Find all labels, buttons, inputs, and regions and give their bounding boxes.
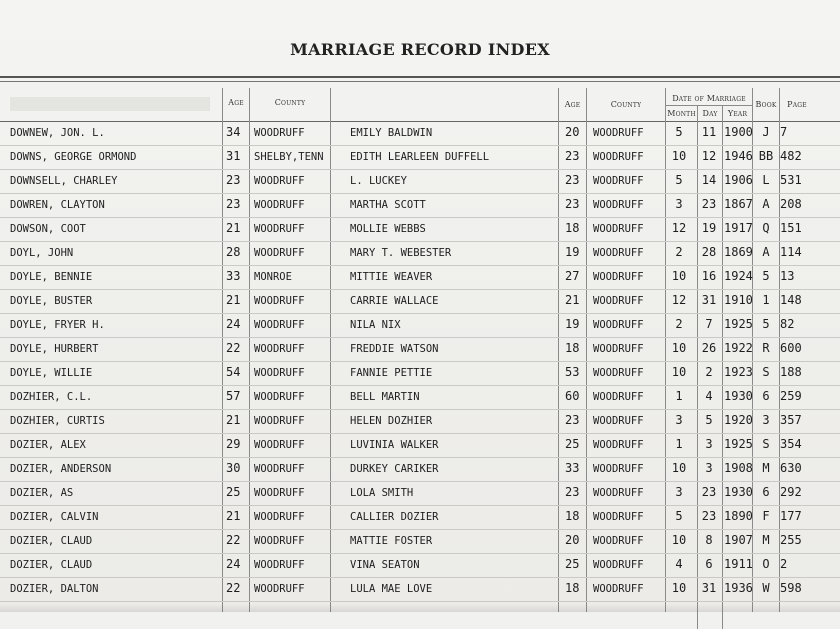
- bride-county: WOODRUFF: [593, 223, 644, 235]
- marriage-year: 1911: [724, 557, 753, 571]
- marriage-day: 8: [705, 533, 713, 547]
- page-number: 177: [780, 509, 802, 523]
- bride-county: WOODRUFF: [593, 295, 644, 307]
- book-number: R: [762, 341, 770, 355]
- bride-age: 27: [565, 269, 580, 283]
- groom-name: DOYLE, WILLIE: [10, 367, 93, 379]
- marriage-day: 23: [701, 509, 717, 523]
- header-date-of-marriage: Date of Marriage: [672, 94, 746, 103]
- groom-age: 23: [226, 197, 241, 211]
- header-groom-county: County: [274, 98, 306, 107]
- marriage-day: 6: [705, 557, 713, 571]
- groom-name: DOZIER, ANDERSON: [10, 463, 112, 475]
- date-subheader-rule: [665, 105, 752, 106]
- page-number: 82: [780, 317, 795, 331]
- book-number: 3: [762, 413, 770, 427]
- book-number: L: [762, 173, 770, 187]
- marriage-month: 3: [675, 197, 683, 211]
- bride-county: WOODRUFF: [593, 583, 644, 595]
- marriage-year: 1924: [724, 269, 753, 283]
- marriage-year: 1917: [724, 221, 753, 235]
- page-number: 354: [780, 437, 802, 451]
- marriage-day: 2: [705, 365, 713, 379]
- bleed-through-text: [10, 97, 210, 111]
- marriage-year: 1869: [724, 245, 753, 259]
- marriage-day: 26: [701, 341, 717, 355]
- book-number: Q: [762, 221, 770, 235]
- page-number: 151: [780, 221, 802, 235]
- bride-county: WOODRUFF: [593, 463, 644, 475]
- header-groom-age: Age: [228, 98, 244, 107]
- bride-age: 33: [565, 461, 580, 475]
- groom-name: DOZIER, CLAUD: [10, 559, 93, 571]
- groom-county: WOODRUFF: [254, 391, 305, 403]
- marriage-year: 1946: [724, 149, 753, 163]
- marriage-month: 2: [675, 317, 683, 331]
- page-number: 7: [780, 125, 788, 139]
- marriage-year: 1910: [724, 293, 753, 307]
- bride-county: WOODRUFF: [593, 535, 644, 547]
- bride-county: WOODRUFF: [593, 271, 644, 283]
- page-number: 188: [780, 365, 802, 379]
- table-row: [0, 194, 840, 218]
- marriage-day: 28: [701, 245, 717, 259]
- book-number: M: [762, 533, 770, 547]
- marriage-day: 16: [701, 269, 717, 283]
- header-bride-county: County: [610, 100, 642, 109]
- marriage-year: 1925: [724, 437, 753, 451]
- bride-county: WOODRUFF: [593, 199, 644, 211]
- groom-county: WOODRUFF: [254, 583, 305, 595]
- marriage-year: 1867: [724, 197, 753, 211]
- marriage-year: 1925: [724, 317, 753, 331]
- marriage-day: 12: [701, 149, 717, 163]
- bride-name: MARY T. WEBESTER: [350, 247, 452, 259]
- groom-county: WOODRUFF: [254, 559, 305, 571]
- marriage-year: 1907: [724, 533, 753, 547]
- groom-county: SHELBY,TENN: [254, 151, 324, 163]
- groom-name: DOYLE, FRYER H.: [10, 319, 105, 331]
- marriage-month: 1: [675, 437, 683, 451]
- groom-age: 21: [226, 413, 241, 427]
- marriage-month: 10: [671, 341, 687, 355]
- marriage-month: 10: [671, 533, 687, 547]
- marriage-year: 1900: [724, 125, 753, 139]
- marriage-year: 1936: [724, 581, 753, 595]
- marriage-year: 1906: [724, 173, 753, 187]
- bride-name: CALLIER DOZIER: [350, 511, 439, 523]
- groom-county: WOODRUFF: [254, 415, 305, 427]
- groom-name: DOWNS, GEORGE ORMOND: [10, 151, 137, 163]
- header-year: Year: [727, 109, 748, 118]
- marriage-day: 7: [705, 317, 713, 331]
- bride-name: L. LUCKEY: [350, 175, 407, 187]
- book-number: 5: [762, 317, 770, 331]
- bride-county: WOODRUFF: [593, 127, 644, 139]
- groom-county: WOODRUFF: [254, 487, 305, 499]
- page-number: 114: [780, 245, 802, 259]
- marriage-month: 10: [671, 461, 687, 475]
- page-number: 148: [780, 293, 802, 307]
- marriage-month: 12: [671, 293, 687, 307]
- groom-name: DOYL, JOHN: [10, 247, 74, 259]
- bride-age: 18: [565, 581, 580, 595]
- bride-name: BELL MARTIN: [350, 391, 420, 403]
- bride-age: 23: [565, 149, 580, 163]
- marriage-day: 23: [701, 197, 717, 211]
- table-row: [0, 290, 840, 314]
- book-number: BB: [758, 149, 774, 163]
- bride-age: 53: [565, 365, 580, 379]
- groom-name: DOZIER, CALVIN: [10, 511, 99, 523]
- marriage-month: 5: [675, 509, 683, 523]
- groom-age: 21: [226, 509, 241, 523]
- marriage-day: 11: [701, 125, 717, 139]
- bride-name: NILA NIX: [350, 319, 401, 331]
- book-number: 1: [762, 293, 770, 307]
- book-number: F: [762, 509, 770, 523]
- groom-name: DOZIER, AS: [10, 487, 74, 499]
- page-number: 600: [780, 341, 802, 355]
- groom-age: 25: [226, 485, 241, 499]
- header-rule-top: [0, 76, 840, 78]
- bride-county: WOODRUFF: [593, 319, 644, 331]
- bride-age: 21: [565, 293, 580, 307]
- groom-age: 30: [226, 461, 241, 475]
- groom-age: 29: [226, 437, 241, 451]
- marriage-month: 5: [675, 173, 683, 187]
- bride-name: DURKEY CARIKER: [350, 463, 439, 475]
- bride-age: 18: [565, 509, 580, 523]
- book-number: 6: [762, 485, 770, 499]
- table-row: [0, 266, 840, 290]
- marriage-day: 3: [705, 461, 713, 475]
- groom-county: WOODRUFF: [254, 343, 305, 355]
- bride-county: WOODRUFF: [593, 151, 644, 163]
- bride-age: 20: [565, 125, 580, 139]
- marriage-month: 3: [675, 485, 683, 499]
- groom-county: WOODRUFF: [254, 319, 305, 331]
- book-number: A: [762, 197, 770, 211]
- bride-age: 23: [565, 173, 580, 187]
- bride-county: WOODRUFF: [593, 415, 644, 427]
- table-row: [0, 458, 840, 482]
- marriage-month: 5: [675, 125, 683, 139]
- page-number: 482: [780, 149, 802, 163]
- page-number: 2: [780, 557, 788, 571]
- bride-county: WOODRUFF: [593, 511, 644, 523]
- bride-age: 60: [565, 389, 580, 403]
- marriage-year: 1930: [724, 389, 753, 403]
- page-number: 531: [780, 173, 802, 187]
- bride-county: WOODRUFF: [593, 343, 644, 355]
- table-row: [0, 218, 840, 242]
- table-row: [0, 386, 840, 410]
- bride-name: EDITH LEARLEEN DUFFELL: [350, 151, 490, 163]
- groom-name: DOZIER, DALTON: [10, 583, 99, 595]
- table-row: [0, 170, 840, 194]
- groom-county: WOODRUFF: [254, 463, 305, 475]
- bride-age: 25: [565, 437, 580, 451]
- bride-name: MATTIE FOSTER: [350, 535, 433, 547]
- groom-age: 22: [226, 533, 241, 547]
- table-row: [0, 530, 840, 554]
- header-book: Book: [755, 100, 777, 109]
- groom-age: 22: [226, 341, 241, 355]
- groom-county: WOODRUFF: [254, 223, 305, 235]
- table-row: [0, 578, 840, 602]
- marriage-month: 10: [671, 581, 687, 595]
- marriage-day: 31: [701, 293, 717, 307]
- bride-county: WOODRUFF: [593, 247, 644, 259]
- book-number: 6: [762, 389, 770, 403]
- groom-name: DOWREN, CLAYTON: [10, 199, 105, 211]
- book-number: S: [762, 437, 770, 451]
- page-number: 255: [780, 533, 802, 547]
- marriage-month: 1: [675, 389, 683, 403]
- marriage-month: 10: [671, 365, 687, 379]
- bride-name: HELEN DOZHIER: [350, 415, 433, 427]
- groom-age: 34: [226, 125, 241, 139]
- book-number: S: [762, 365, 770, 379]
- bride-name: VINA SEATON: [350, 559, 420, 571]
- bride-name: FREDDIE WATSON: [350, 343, 439, 355]
- table-row: [0, 482, 840, 506]
- marriage-month: 4: [675, 557, 683, 571]
- groom-county: WOODRUFF: [254, 439, 305, 451]
- header-rule-thin: [0, 81, 840, 82]
- header-day: Day: [702, 109, 718, 118]
- marriage-day: 14: [701, 173, 717, 187]
- partial-row: [0, 604, 840, 612]
- groom-county: WOODRUFF: [254, 511, 305, 523]
- table-row: [0, 506, 840, 530]
- marriage-day: 19: [701, 221, 717, 235]
- table-row: [0, 410, 840, 434]
- marriage-month: 2: [675, 245, 683, 259]
- table-row: [0, 146, 840, 170]
- table-row: [0, 242, 840, 266]
- groom-age: 24: [226, 317, 241, 331]
- groom-age: 28: [226, 245, 241, 259]
- marriage-day: 23: [701, 485, 717, 499]
- groom-county: MONROE: [254, 271, 292, 283]
- groom-age: 54: [226, 365, 241, 379]
- groom-county: WOODRUFF: [254, 175, 305, 187]
- page-title: MARRIAGE RECORD INDEX: [290, 40, 550, 59]
- marriage-year: 1920: [724, 413, 753, 427]
- table-row: [0, 122, 840, 146]
- page-number: 13: [780, 269, 795, 283]
- bride-name: CARRIE WALLACE: [350, 295, 439, 307]
- bride-name: LULA MAE LOVE: [350, 583, 433, 595]
- marriage-year: 1908: [724, 461, 753, 475]
- groom-age: 24: [226, 557, 241, 571]
- bride-age: 18: [565, 221, 580, 235]
- bride-county: WOODRUFF: [593, 487, 644, 499]
- bride-age: 19: [565, 317, 580, 331]
- groom-name: DOZHIER, CURTIS: [10, 415, 105, 427]
- bride-age: 23: [565, 413, 580, 427]
- bride-name: FANNIE PETTIE: [350, 367, 433, 379]
- marriage-year: 1930: [724, 485, 753, 499]
- groom-age: 23: [226, 173, 241, 187]
- book-number: M: [762, 461, 770, 475]
- header-page: Page: [787, 100, 807, 109]
- book-number: J: [762, 125, 770, 139]
- table-row: [0, 434, 840, 458]
- table-row: [0, 338, 840, 362]
- header-bride-age: Age: [564, 100, 581, 109]
- bride-name: EMILY BALDWIN: [350, 127, 433, 139]
- bride-county: WOODRUFF: [593, 367, 644, 379]
- bride-age: 23: [565, 197, 580, 211]
- page-number: 259: [780, 389, 802, 403]
- bride-county: WOODRUFF: [593, 439, 644, 451]
- groom-age: 57: [226, 389, 241, 403]
- bride-name: MITTIE WEAVER: [350, 271, 433, 283]
- table-row: [0, 362, 840, 386]
- marriage-day: 3: [705, 437, 713, 451]
- groom-age: 22: [226, 581, 241, 595]
- table-row: [0, 554, 840, 578]
- marriage-year: 1890: [724, 509, 753, 523]
- bride-county: WOODRUFF: [593, 175, 644, 187]
- bride-name: LOLA SMITH: [350, 487, 414, 499]
- groom-county: WOODRUFF: [254, 367, 305, 379]
- marriage-year: 1922: [724, 341, 753, 355]
- bride-name: MOLLIE WEBBS: [350, 223, 426, 235]
- marriage-month: 3: [675, 413, 683, 427]
- bride-county: WOODRUFF: [593, 559, 644, 571]
- marriage-day: 31: [701, 581, 717, 595]
- groom-county: WOODRUFF: [254, 199, 305, 211]
- bride-age: 23: [565, 485, 580, 499]
- book-number: A: [762, 245, 770, 259]
- marriage-month: 10: [671, 149, 687, 163]
- bride-age: 19: [565, 245, 580, 259]
- groom-name: DOZIER, ALEX: [10, 439, 86, 451]
- page-number: 598: [780, 581, 802, 595]
- page-number: 292: [780, 485, 802, 499]
- groom-age: 31: [226, 149, 241, 163]
- groom-name: DOZIER, CLAUD: [10, 535, 93, 547]
- groom-name: DOZHIER, C.L.: [10, 391, 93, 403]
- table-row: [0, 314, 840, 338]
- groom-age: 21: [226, 221, 241, 235]
- marriage-month: 12: [671, 221, 687, 235]
- marriage-day: 4: [705, 389, 713, 403]
- bride-name: LUVINIA WALKER: [350, 439, 439, 451]
- groom-county: WOODRUFF: [254, 295, 305, 307]
- bride-age: 20: [565, 533, 580, 547]
- groom-name: DOYLE, HURBERT: [10, 343, 99, 355]
- groom-county: WOODRUFF: [254, 535, 305, 547]
- book-number: 5: [762, 269, 770, 283]
- book-number: W: [762, 581, 770, 595]
- bride-age: 25: [565, 557, 580, 571]
- page-number: 208: [780, 197, 802, 211]
- groom-name: DOWNSELL, CHARLEY: [10, 175, 118, 187]
- groom-age: 33: [226, 269, 241, 283]
- bride-age: 18: [565, 341, 580, 355]
- bride-county: WOODRUFF: [593, 391, 644, 403]
- groom-name: DOYLE, BENNIE: [10, 271, 93, 283]
- groom-county: WOODRUFF: [254, 247, 305, 259]
- header-month: Month: [667, 109, 696, 118]
- row-divider: [0, 601, 840, 602]
- groom-age: 21: [226, 293, 241, 307]
- page-number: 357: [780, 413, 802, 427]
- book-number: O: [762, 557, 770, 571]
- groom-name: DOWNEW, JON. L.: [10, 127, 105, 139]
- bride-name: MARTHA SCOTT: [350, 199, 426, 211]
- groom-name: DOYLE, BUSTER: [10, 295, 93, 307]
- marriage-year: 1923: [724, 365, 753, 379]
- groom-county: WOODRUFF: [254, 127, 305, 139]
- groom-name: DOWSON, COOT: [10, 223, 86, 235]
- marriage-month: 10: [671, 269, 687, 283]
- marriage-day: 5: [705, 413, 713, 427]
- page-number: 630: [780, 461, 802, 475]
